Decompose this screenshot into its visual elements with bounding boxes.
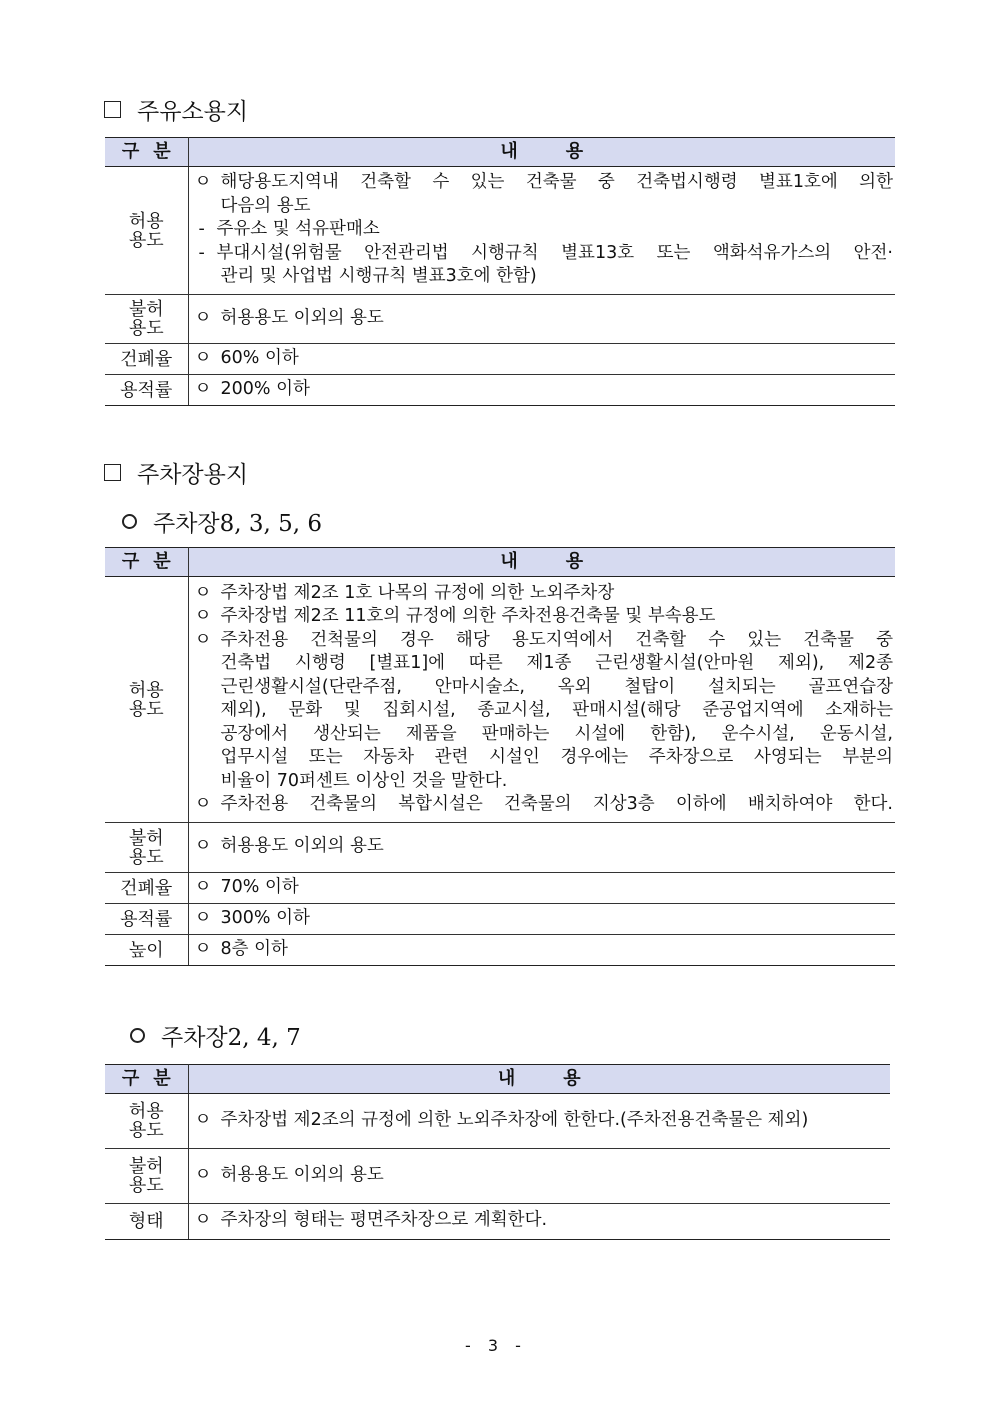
table-header-row xyxy=(105,1065,890,1094)
table-row xyxy=(105,904,895,935)
table-row xyxy=(105,167,895,295)
row-label-disallowed: 불허 용도 xyxy=(105,1149,188,1204)
table-row xyxy=(105,295,895,344)
row-label-coverage: 건폐율 xyxy=(105,873,188,904)
row-label-disallowed: 불허 용도 xyxy=(105,295,188,344)
row-content-allowed: ㅇ 주차장법 제2조 1호 나목의 규정에 의한 노외주차장 ㅇ 주차장법 제2조 11호의 규정에 의한 주차전용건축물 및 부속용도 ㅇ 주차전용 건척물의 경우 해당 용도지역에서 건축할 수 있는 건축물 중 건축법 시행령 [별표1]에 따른 제1종 근린생활시설(안마원 제외), 제2종 근린생활시설(단란주점, 안마시술소, 옥외 철탑이 설치되는 골프연습장 제외), 문화 및 집회시설, 종교시설, 판매시설(해당 준공업지역에 소재하는 공장에서 생산되는 제품을 판매하는 시설에 한함), 운수시설, 운동시설, 업무시설 또는 자동차 관련 시설인 경우에는 주차장으로 사영되는 부분의 비율이 70퍼센트 이상인 것을 말한다. ㅇ 주차전용 건축물의 복합시설은 건축물의 지상3층 이하에 배치하여야 한다. xyxy=(188,577,895,823)
row-label-allowed: 허용 용도 xyxy=(105,167,188,295)
subheading-parking-247 xyxy=(130,1019,301,1052)
row-content-disallowed: ㅇ 허용용도 이외의 용도 xyxy=(188,823,895,873)
page-number: - 3 - xyxy=(465,1336,527,1355)
header-category: 구분 xyxy=(105,1065,188,1094)
row-content-allowed: ㅇ 주차장법 제2조의 규정에 의한 노외주차장에 한한다.(주차전용건축물은 제외) xyxy=(188,1094,890,1149)
header-content: 내용 xyxy=(188,138,895,167)
table-row xyxy=(105,935,895,966)
parking-table-1 xyxy=(105,547,895,966)
section-title: 주유소용지 xyxy=(137,99,249,125)
row-content-form: ㅇ 주차장의 형태는 평면주차장으로 계획한다. xyxy=(188,1204,890,1240)
row-content-allowed: ㅇ 해당용도지역내 건축할 수 있는 건축물 중 건축법시행령 별표1호에 의한 다음의 용도 - 주유소 및 석유판매소 - 부대시설(위험물 안전관리법 시행규칙 별표13호 또는 액화석유가스의 안전· 관리 및 사업법 시행규칙 별표3호에 한함) xyxy=(188,167,895,295)
row-label-far: 용적률 xyxy=(105,375,188,406)
row-content-far: ㅇ 300% 이하 xyxy=(188,904,895,935)
row-label-form: 형태 xyxy=(105,1204,188,1240)
header-category: 구분 xyxy=(105,548,188,577)
header-category: 구분 xyxy=(105,138,188,167)
subheading-title: 주차장2, 4, 7 xyxy=(161,1025,301,1051)
row-content-coverage: ㅇ 70% 이하 xyxy=(188,873,895,904)
circle-bullet-icon xyxy=(130,1028,145,1043)
row-content-disallowed: ㅇ 허용용도 이외의 용도 xyxy=(188,1149,890,1204)
circle-bullet-icon xyxy=(122,514,137,529)
table-row xyxy=(105,1149,890,1204)
section-heading-gas-station xyxy=(104,93,248,126)
row-label-allowed: 허용 용도 xyxy=(105,577,188,823)
row-label-height: 높이 xyxy=(105,935,188,966)
checkbox-square-icon xyxy=(104,101,121,118)
section-title: 주차장용지 xyxy=(137,462,249,488)
subheading-parking-8356 xyxy=(122,505,322,538)
row-content-coverage: ㅇ 60% 이하 xyxy=(188,344,895,375)
header-content: 내용 xyxy=(188,1065,890,1094)
row-content-far: ㅇ 200% 이하 xyxy=(188,375,895,406)
header-content: 내용 xyxy=(188,548,895,577)
table-row xyxy=(105,1204,890,1240)
table-row xyxy=(105,823,895,873)
row-content-height: ㅇ 8층 이하 xyxy=(188,935,895,966)
parking-table-2 xyxy=(105,1064,890,1240)
table-row xyxy=(105,344,895,375)
table-header-row xyxy=(105,138,895,167)
table-row xyxy=(105,1094,890,1149)
subheading-title: 주차장8, 3, 5, 6 xyxy=(153,511,323,537)
row-content-disallowed: ㅇ 허용용도 이외의 용도 xyxy=(188,295,895,344)
table-row xyxy=(105,577,895,823)
table-row xyxy=(105,873,895,904)
checkbox-square-icon xyxy=(104,464,121,481)
gas-station-table xyxy=(105,137,895,406)
row-label-far: 용적률 xyxy=(105,904,188,935)
section-heading-parking xyxy=(104,456,248,489)
table-row xyxy=(105,375,895,406)
table-header-row xyxy=(105,548,895,577)
row-label-coverage: 건폐율 xyxy=(105,344,188,375)
row-label-disallowed: 불허 용도 xyxy=(105,823,188,873)
row-label-allowed: 허용 용도 xyxy=(105,1094,188,1149)
